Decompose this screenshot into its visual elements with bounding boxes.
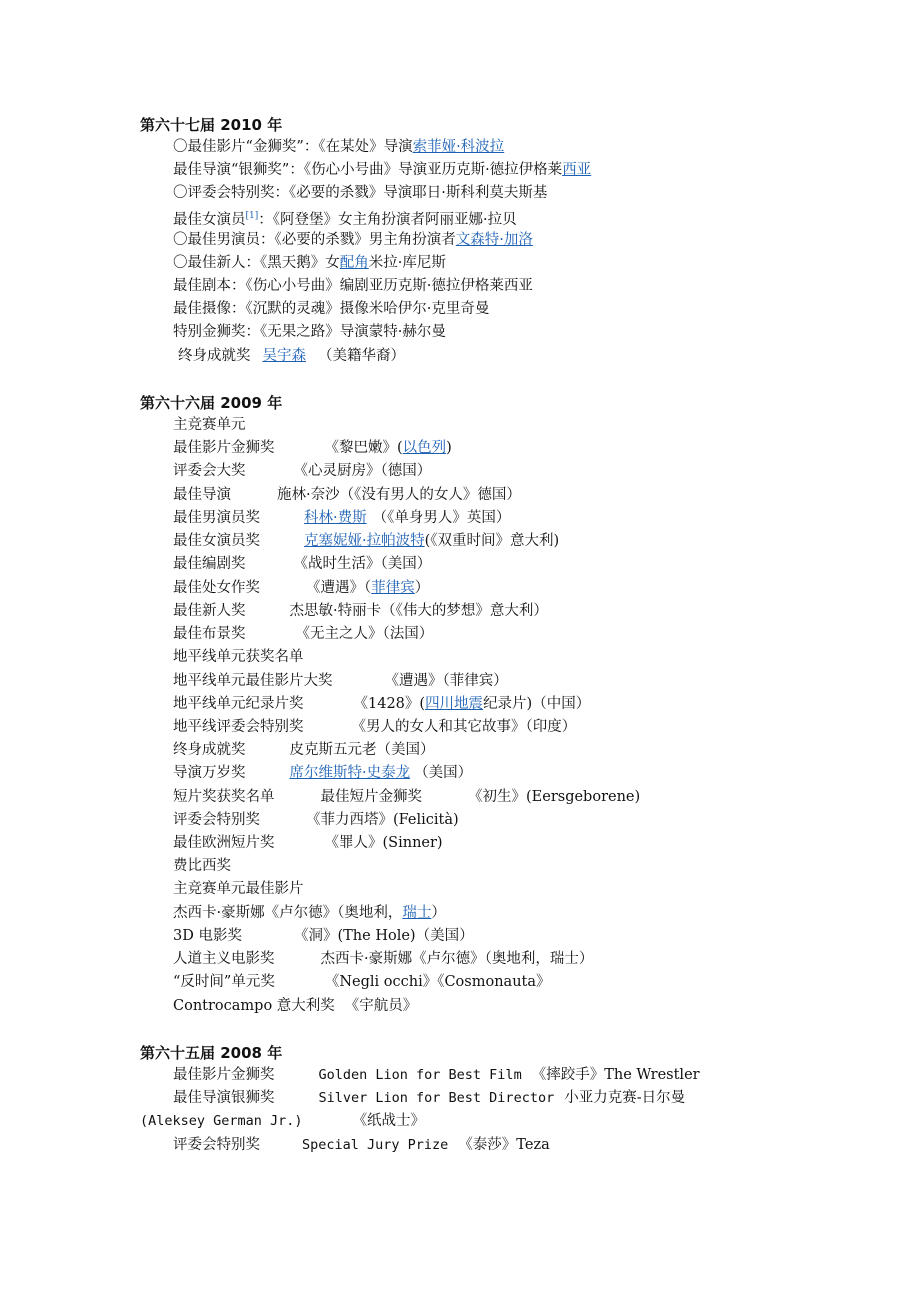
award-line: 最佳导演银狮奖 Silver Lion for Best Director 小亚力克赛-日尔曼 xyxy=(173,1090,686,1106)
person-link[interactable]: 科林·费斯 xyxy=(304,510,367,526)
award-line: 最佳新人奖 杰思敏·特丽卡（《伟大的梦想》意大利） xyxy=(173,603,548,619)
person-link[interactable]: 文森特·加洛 xyxy=(455,232,533,248)
person-link[interactable]: 吴宇森 xyxy=(262,348,306,364)
award-line: 地平线单元最佳影片大奖 《遭遇》（菲律宾） xyxy=(173,673,508,689)
country-link[interactable]: 西亚 xyxy=(562,162,592,178)
award-line: 最佳布景奖 《无主之人》（法国） xyxy=(173,626,434,642)
award-line: 终身成就奖 吴宇森 （美籍华裔） xyxy=(178,348,405,364)
award-line: 最佳影片金狮奖 Golden Lion for Best Film 《摔跤手》The Wrestler xyxy=(173,1067,700,1083)
award-line: 评委会特别奖 Special Jury Prize 《泰莎》Teza xyxy=(173,1137,550,1153)
award-line: 导演万岁奖 席尔维斯特·史泰龙 （美国） xyxy=(173,765,473,781)
award-line: 最佳导演 施林·奈沙（《没有男人的女人》德国） xyxy=(173,487,521,503)
section-heading-2008: 第六十五届 2008 年 xyxy=(140,1044,283,1062)
award-line: 短片奖获奖名单 最佳短片金狮奖 《初生》(Eersgeborene) xyxy=(173,789,641,805)
section-heading-2010: 第六十七届 2010 年 xyxy=(140,116,283,134)
section-heading-2009: 第六十六届 2009 年 xyxy=(140,394,283,412)
award-line: 最佳导演“银狮奖”：《伤心小号曲》导演亚历克斯·德拉伊格莱西亚 xyxy=(173,162,592,178)
award-line: 人道主义电影奖 杰西卡·豪斯娜《卢尔德》（奥地利，瑞士） xyxy=(173,951,594,967)
award-line: (Aleksey German Jr.) 《纸战士》 xyxy=(140,1113,426,1129)
award-line: 最佳男演员奖 科林·费斯 （《单身男人》英国） xyxy=(173,510,511,526)
person-link[interactable]: 席尔维斯特·史泰龙 xyxy=(289,765,411,781)
award-line: 3D 电影奖 《洞》(The Hole)（美国） xyxy=(173,928,474,944)
award-line: 特别金狮奖：《无果之路》导演蒙特·赫尔曼 xyxy=(173,324,446,340)
award-line: 〇评委会特别奖：《必要的杀戮》导演耶日·斯科利莫夫斯基 xyxy=(173,185,548,201)
footnote-link[interactable]: [1] xyxy=(245,211,259,221)
award-line: 主竞赛单元最佳影片 xyxy=(173,881,304,897)
award-line: 〇最佳男演员：《必要的杀戮》男主角扮演者文森特·加洛 xyxy=(173,232,533,248)
award-line: 〇最佳新人：《黑天鹅》女配角米拉·库尼斯 xyxy=(173,255,446,271)
award-line: 最佳摄像：《沉默的灵魂》摄像米哈伊尔·克里奇曼 xyxy=(173,301,490,317)
award-line: 最佳女演员[1]：《阿登堡》女主角扮演者阿丽亚娜·拉贝 xyxy=(173,211,517,228)
award-line: 最佳处女作奖 《遭遇》（菲律宾） xyxy=(173,580,430,596)
award-line: “反时间”单元奖 《Negli occhi》《Cosmonauta》 xyxy=(173,974,551,990)
term-link[interactable]: 配角 xyxy=(339,255,369,271)
award-line: 评委会大奖 《心灵厨房》（德国） xyxy=(173,463,432,479)
award-line: 最佳女演员奖 克塞妮娅·拉帕波特(《双重时间》意大利) xyxy=(173,533,560,549)
award-line: 主竞赛单元 xyxy=(173,417,246,433)
award-line: 地平线单元纪录片奖 《1428》(四川地震纪录片)（中国） xyxy=(173,696,591,712)
award-line: 最佳编剧奖 《战时生活》（美国） xyxy=(173,556,432,572)
award-line: 最佳影片金狮奖 《黎巴嫩》(以色列) xyxy=(173,440,452,456)
event-link[interactable]: 四川地震 xyxy=(425,696,484,712)
award-line: 最佳欧洲短片奖 《罪人》(Sinner) xyxy=(173,835,443,851)
award-line: 费比西奖 xyxy=(173,858,231,874)
award-line: 地平线评委会特别奖 《男人的女人和其它故事》（印度） xyxy=(173,719,577,735)
country-link[interactable]: 以色列 xyxy=(402,440,447,456)
person-link[interactable]: 索菲娅·科波拉 xyxy=(412,139,505,155)
award-line: 杰西卡·豪斯娜《卢尔德》（奥地利，瑞士） xyxy=(173,905,446,921)
award-line: Controcampo 意大利奖 《宇航员》 xyxy=(173,998,418,1014)
country-link[interactable]: 瑞士 xyxy=(402,905,432,921)
award-line: 评委会特别奖 《菲力西塔》(Felicità) xyxy=(173,812,459,828)
award-line: 最佳剧本：《伤心小号曲》编剧亚历克斯·德拉伊格莱西亚 xyxy=(173,278,533,294)
award-line: 地平线单元获奖名单 xyxy=(173,649,304,665)
country-link[interactable]: 菲律宾 xyxy=(371,580,415,596)
award-line: 〇最佳影片“金狮奖”：《在某处》导演索菲娅·科波拉 xyxy=(173,139,505,155)
person-link[interactable]: 克塞妮娅·拉帕波特 xyxy=(304,533,425,549)
award-line: 终身成就奖 皮克斯五元老（美国） xyxy=(173,742,435,758)
